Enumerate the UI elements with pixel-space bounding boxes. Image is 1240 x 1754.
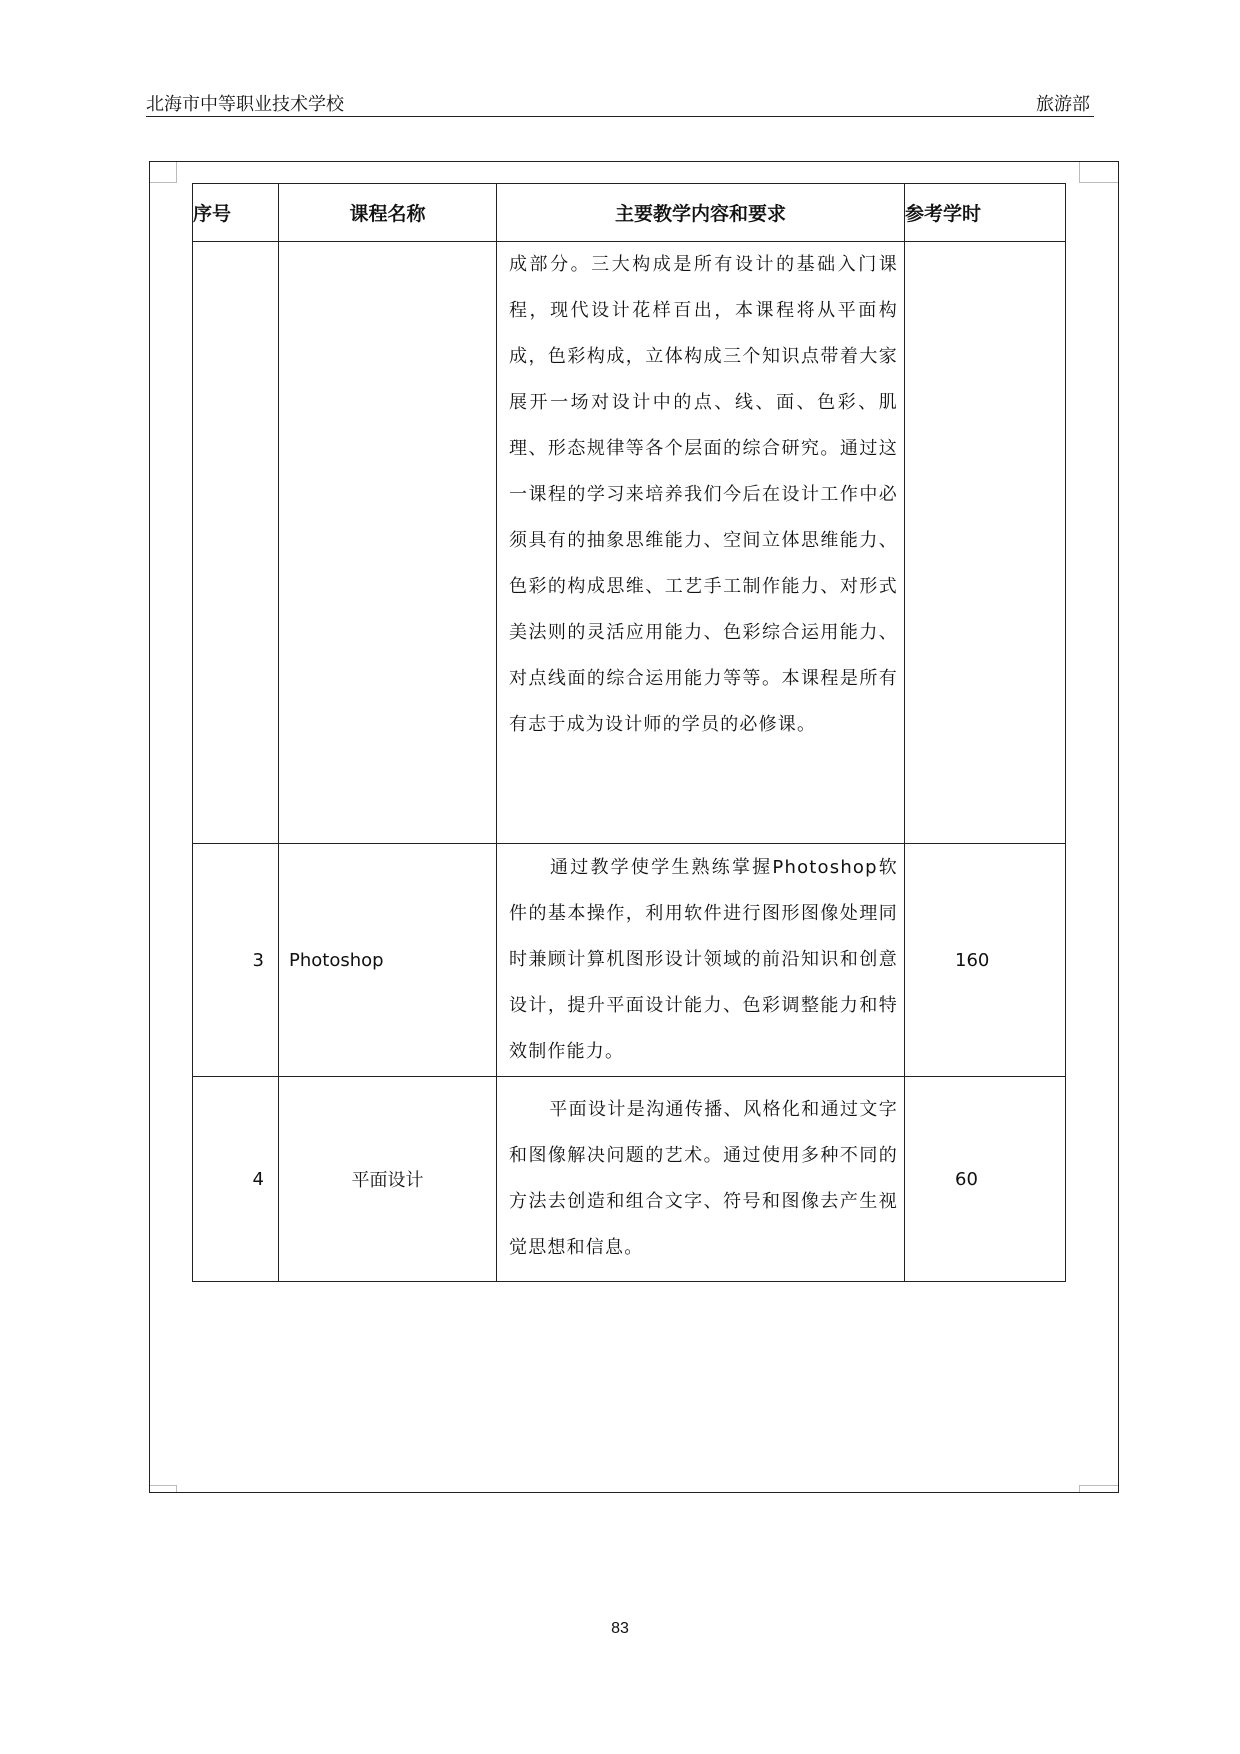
table-row (193, 1077, 1066, 1282)
row-content-text: 平面设计是沟通传播、风格化和通过文字和图像解决问题的艺术。通过使用多种不同的方法去创造和组合文字、符号和图像去产生视觉思想和信息。 (509, 1099, 898, 1258)
row-course-name (279, 242, 497, 844)
row-content (497, 844, 905, 1077)
table-header-row (193, 184, 1066, 242)
row-content: 成部分。三大构成是所有设计的基础入门课程，现代设计花样百出，本课程将从平面构成，色彩构成，立体构成三个知识点带着大家展开一场对设计中的点、线、面、色彩、肌理、形态规律等各个层面的综合研究。通过这一课程的学习来培养我们今后在设计工作中必须具有的抽象思维能力、空间立体思维能力、色彩的构成思维、工艺手工制作能力、对形式美法则的灵活应用能力、色彩综合运用能力、对点线面的综合运用能力等等。本课程是所有有志于成为设计师的学员的必修课。 (497, 242, 905, 844)
table-row (193, 242, 1066, 844)
page-header (146, 86, 1094, 117)
row-content-text: 通过教学使学生熟练掌握Photoshop软件的基本操作，利用软件进行图形图像处理同时兼顾计算机图形设计领域的前沿知识和创意设计，提升平面设计能力、色彩调整能力和特效制作能力。 (509, 857, 898, 1062)
page-number: 83 (611, 1620, 629, 1637)
header-course-name: 课程名称 (279, 184, 497, 242)
row-course-name: Photoshop (279, 844, 497, 1077)
school-name: 北海市中等职业技术学校 (146, 94, 344, 115)
header-number: 序号 (193, 184, 279, 242)
table-row (193, 844, 1066, 1077)
row-hours (905, 242, 1066, 844)
row-course-name: 平面设计 (279, 1077, 497, 1282)
row-content (497, 1077, 905, 1282)
header-hours: 参考学时 (905, 184, 1066, 242)
crop-mark-bottom-left (150, 1485, 177, 1492)
course-table (192, 183, 1066, 1282)
row-number: 4 (193, 1077, 279, 1282)
row-hours: 60 (905, 1077, 1066, 1282)
crop-mark-bottom-right (1079, 1485, 1118, 1492)
row-hours: 160 (905, 844, 1066, 1077)
crop-mark-top-right (1079, 162, 1118, 183)
crop-mark-top-left (150, 162, 177, 183)
department-name: 旅游部 (1036, 94, 1090, 115)
row-number: 3 (193, 844, 279, 1077)
header-content: 主要教学内容和要求 (497, 184, 905, 242)
row-number (193, 242, 279, 844)
